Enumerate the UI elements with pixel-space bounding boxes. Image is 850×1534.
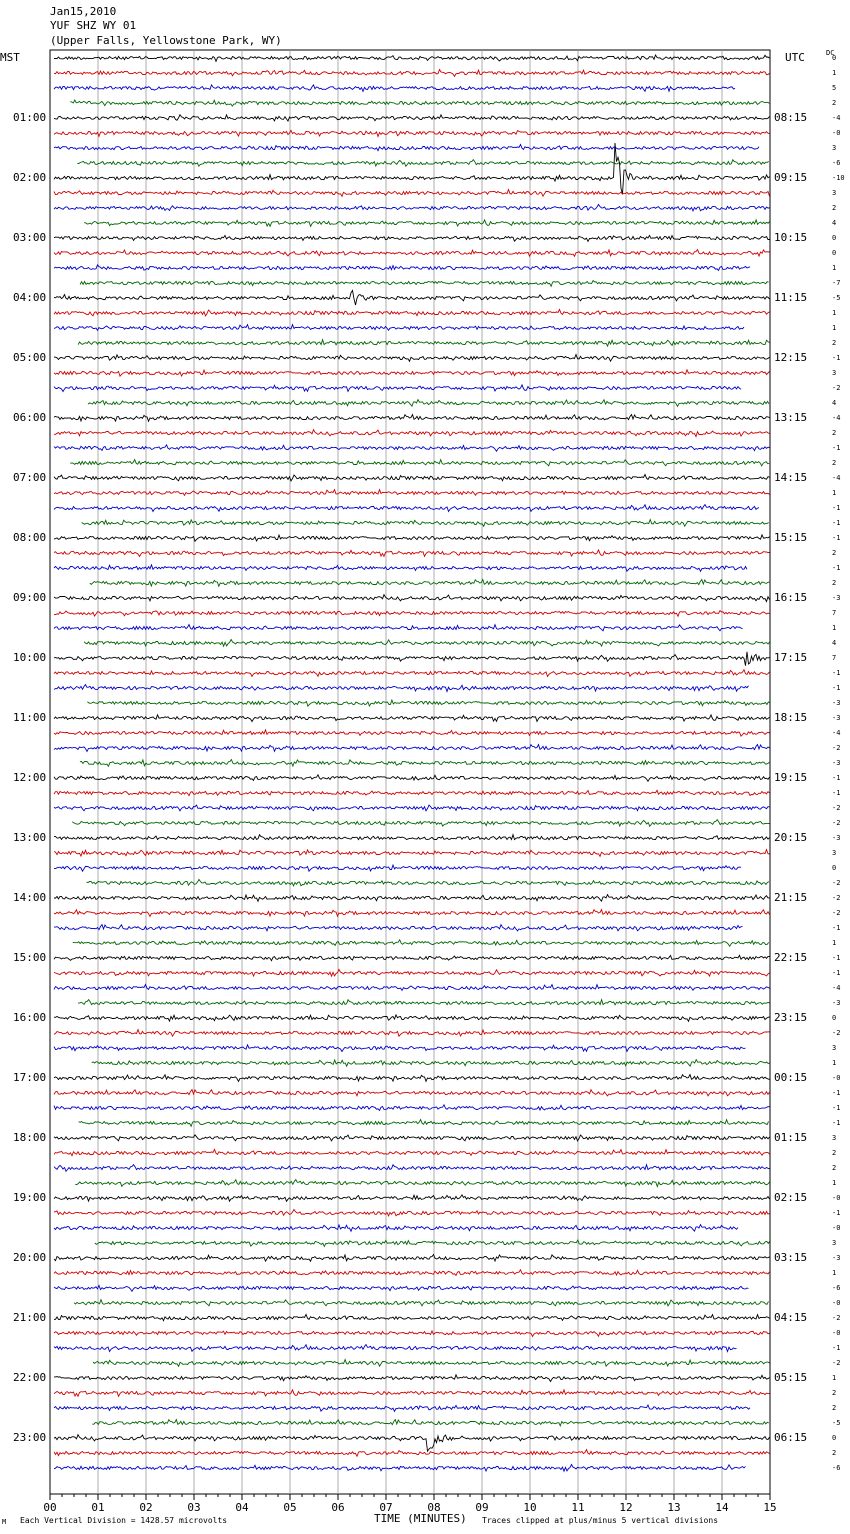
dc-offset-value: 2 — [832, 99, 837, 107]
x-tick-label: 10 — [523, 1501, 537, 1514]
seismic-trace — [54, 670, 770, 677]
dc-offset-value: 1 — [832, 1374, 837, 1382]
dc-offset-value: 3 — [832, 369, 837, 377]
seismic-trace — [54, 505, 759, 512]
seismic-trace — [54, 1331, 770, 1337]
mst-hour-label: 19:00 — [13, 1191, 47, 1204]
seismic-trace — [54, 445, 770, 452]
x-tick-label: 05 — [283, 1501, 297, 1514]
dc-offset-value: -10 — [832, 174, 845, 182]
seismic-trace — [54, 325, 744, 331]
seismic-trace — [54, 291, 770, 306]
seismic-trace — [54, 1255, 770, 1262]
dc-offset-value: -2 — [832, 879, 841, 887]
dc-offset-value: 2 — [832, 204, 837, 212]
dc-offset-value: -0 — [832, 1299, 841, 1307]
dc-offset-value: -3 — [832, 594, 841, 602]
seismic-trace — [54, 835, 770, 840]
seismic-trace — [54, 850, 770, 857]
dc-offset-value: -2 — [832, 804, 841, 812]
seismic-trace — [54, 715, 770, 722]
dc-offset-value: -2 — [832, 909, 841, 917]
utc-hour-label: 04:15 — [774, 1311, 808, 1324]
dc-offset-value: 2 — [832, 429, 837, 437]
utc-hour-label: 08:15 — [774, 111, 808, 124]
utc-hour-label: 19:15 — [774, 771, 808, 784]
mst-hour-label: 10:00 — [13, 651, 47, 664]
seismic-trace — [70, 460, 769, 466]
seismic-trace — [54, 55, 770, 61]
seismic-trace — [54, 1286, 749, 1292]
x-tick-label: 11 — [571, 1501, 585, 1514]
seismic-trace — [54, 1225, 738, 1232]
seismic-trace — [54, 1345, 737, 1352]
utc-hour-label: 14:15 — [774, 471, 808, 484]
seismic-trace — [87, 880, 770, 886]
seismic-trace — [54, 925, 743, 931]
mst-hour-label: 17:00 — [13, 1071, 47, 1084]
seismic-trace — [73, 940, 769, 947]
x-tick-label: 12 — [619, 1501, 633, 1514]
dc-offset-value: -1 — [832, 969, 841, 977]
dc-offset-value: 7 — [832, 609, 837, 617]
seismic-trace — [54, 1435, 770, 1452]
station-id: YUF SHZ WY 01 — [50, 19, 137, 32]
dc-offset-value: -4 — [832, 984, 841, 992]
dc-offset-value: -5 — [832, 294, 841, 302]
x-tick-label: 03 — [187, 1501, 201, 1514]
seismic-trace — [77, 160, 769, 167]
dc-offset-value: -1 — [832, 1209, 841, 1217]
seismic-trace — [54, 250, 770, 257]
right-timezone-label: UTC — [785, 51, 805, 64]
seismic-trace — [82, 520, 769, 527]
seismic-trace — [54, 595, 770, 602]
utc-hour-label: 00:15 — [774, 1071, 808, 1084]
dc-offset-header: DC — [826, 49, 835, 57]
dc-offset-value: -6 — [832, 1464, 841, 1472]
mst-hour-label: 13:00 — [13, 831, 47, 844]
seismic-trace — [92, 1060, 770, 1067]
seismic-trace — [54, 955, 770, 960]
utc-hour-label: 23:15 — [774, 1011, 808, 1024]
dc-offset-value: -0 — [832, 1329, 841, 1337]
dc-offset-value: -4 — [832, 729, 841, 737]
seismic-trace — [54, 865, 741, 871]
seismic-trace — [54, 1450, 770, 1457]
dc-offset-value: -1 — [832, 1104, 841, 1112]
dc-offset-value: -1 — [832, 519, 841, 527]
seismic-trace — [54, 730, 770, 736]
seismic-trace — [54, 430, 770, 437]
mst-hour-label: 11:00 — [13, 711, 47, 724]
seismic-trace — [54, 625, 743, 631]
seismic-trace — [54, 565, 747, 572]
seismic-trace — [78, 1000, 770, 1005]
dc-offset-value: -2 — [832, 819, 841, 827]
dc-offset-value: 2 — [832, 1164, 837, 1172]
seismic-trace — [75, 1180, 770, 1187]
seismic-trace — [54, 985, 770, 991]
dc-offset-value: 4 — [832, 399, 837, 407]
mst-hour-label: 22:00 — [13, 1371, 47, 1384]
seismic-trace — [54, 1015, 770, 1021]
dc-offset-value: -1 — [832, 534, 841, 542]
utc-hour-label: 05:15 — [774, 1371, 808, 1384]
record-date: Jan15,2010 — [50, 5, 117, 18]
seismic-trace — [54, 143, 770, 194]
seismic-trace — [84, 640, 770, 647]
dc-offset-value: 1 — [832, 69, 837, 77]
x-tick-label: 02 — [139, 1501, 153, 1514]
dc-offset-value: 2 — [832, 459, 837, 467]
dc-offset-value: -1 — [832, 504, 841, 512]
dc-offset-value: -0 — [832, 1194, 841, 1202]
dc-offset-value: 2 — [832, 1389, 837, 1397]
dc-offset-value: -3 — [832, 834, 841, 842]
seismic-trace — [54, 1105, 770, 1111]
dc-offset-value: -1 — [832, 564, 841, 572]
seismic-trace — [54, 652, 770, 666]
dc-offset-value: 1 — [832, 489, 837, 497]
seismic-trace — [54, 1270, 770, 1276]
seismic-trace — [54, 85, 735, 92]
seismic-trace — [54, 205, 770, 211]
dc-offset-value: 3 — [832, 144, 837, 152]
seismic-trace — [54, 745, 770, 752]
utc-hour-label: 03:15 — [774, 1251, 808, 1264]
seismic-trace — [54, 1195, 770, 1201]
seismic-trace — [54, 611, 770, 617]
x-tick-label: 00 — [43, 1501, 57, 1514]
dc-offset-value: -2 — [832, 384, 841, 392]
seismic-trace — [80, 281, 769, 287]
dc-offset-value: -3 — [832, 1254, 841, 1262]
utc-hour-label: 12:15 — [774, 351, 808, 364]
left-timezone-label: MST — [0, 51, 20, 64]
seismic-trace — [54, 310, 770, 316]
seismic-trace — [87, 700, 770, 706]
seismic-trace — [54, 1030, 770, 1037]
x-axis-title: TIME (MINUTES) — [374, 1512, 467, 1525]
seismic-trace — [54, 385, 741, 392]
x-tick-label: 01 — [91, 1501, 105, 1514]
dc-offset-value: -4 — [832, 414, 841, 422]
seismic-trace — [74, 1300, 769, 1306]
dc-offset-value: 4 — [832, 639, 837, 647]
dc-offset-value: -2 — [832, 1314, 841, 1322]
dc-offset-value: -2 — [832, 1359, 841, 1367]
dc-offset-value: -4 — [832, 114, 841, 122]
seismic-trace — [54, 970, 770, 977]
seismic-trace — [54, 1090, 770, 1096]
seismic-trace — [54, 1375, 770, 1382]
seismic-trace — [54, 1315, 770, 1321]
seismic-trace — [54, 355, 770, 362]
dc-offset-value: -0 — [832, 1074, 841, 1082]
seismic-trace — [54, 70, 770, 77]
dc-offset-value: 2 — [832, 1149, 837, 1157]
mst-hour-label: 16:00 — [13, 1011, 47, 1024]
dc-offset-value: 3 — [832, 1134, 837, 1142]
dc-offset-value: 1 — [832, 1269, 837, 1277]
mst-hour-label: 08:00 — [13, 531, 47, 544]
utc-hour-label: 21:15 — [774, 891, 808, 904]
seismic-trace — [84, 220, 770, 227]
utc-hour-label: 17:15 — [774, 651, 808, 664]
dc-offset-value: -6 — [832, 159, 841, 167]
mst-hour-label: 23:00 — [13, 1431, 47, 1444]
dc-offset-value: -1 — [832, 1344, 841, 1352]
seismic-trace — [54, 415, 770, 422]
dc-offset-value: -2 — [832, 744, 841, 752]
dc-offset-value: -3 — [832, 999, 841, 1007]
dc-offset-value: 2 — [832, 1449, 837, 1457]
utc-hour-label: 11:15 — [774, 291, 808, 304]
mst-hour-label: 15:00 — [13, 951, 47, 964]
x-tick-label: 06 — [331, 1501, 345, 1514]
dc-offset-value: 4 — [832, 219, 837, 227]
dc-offset-value: -4 — [832, 474, 841, 482]
mst-hour-label: 03:00 — [13, 231, 47, 244]
mst-hour-label: 01:00 — [13, 111, 47, 124]
dc-offset-value: 3 — [832, 849, 837, 857]
seismic-trace — [80, 760, 770, 767]
seismic-trace — [54, 535, 770, 541]
seismic-trace — [54, 1465, 746, 1472]
dc-offset-value: 2 — [832, 549, 837, 557]
mst-hour-label: 02:00 — [13, 171, 47, 184]
seismic-trace — [54, 131, 770, 137]
dc-offset-value: -1 — [832, 789, 841, 797]
seismic-trace — [54, 805, 770, 811]
station-location: (Upper Falls, Yellowstone Park, WY) — [50, 34, 282, 47]
dc-offset-value: -1 — [832, 354, 841, 362]
seismic-trace — [90, 580, 770, 587]
seismic-trace — [54, 1045, 746, 1052]
x-tick-label: 08 — [427, 1501, 441, 1514]
seismic-trace — [54, 190, 770, 197]
dc-offset-value: -1 — [832, 1119, 841, 1127]
dc-offset-value: -1 — [832, 669, 841, 677]
seismic-trace — [79, 1120, 769, 1127]
seismic-trace — [54, 790, 770, 795]
x-tick-label: 09 — [475, 1501, 489, 1514]
mst-hour-label: 06:00 — [13, 411, 47, 424]
dc-offset-value: 1 — [832, 309, 837, 317]
dc-offset-value: 2 — [832, 339, 837, 347]
dc-offset-value: -3 — [832, 699, 841, 707]
dc-offset-value: 0 — [832, 1014, 837, 1022]
seismic-trace — [70, 100, 769, 106]
dc-offset-value: 7 — [832, 654, 837, 662]
seismic-trace — [54, 1390, 770, 1397]
dc-offset-value: 3 — [832, 1239, 837, 1247]
x-tick-label: 07 — [379, 1501, 393, 1514]
clip-note: Traces clipped at plus/minus 5 vertical divisions — [482, 1516, 719, 1525]
dc-offset-value: 1 — [832, 264, 837, 272]
seismic-trace — [54, 685, 749, 692]
dc-offset-value: -1 — [832, 1089, 841, 1097]
dc-offset-value: -1 — [832, 924, 841, 932]
dc-offset-value: -1 — [832, 774, 841, 782]
utc-hour-label: 18:15 — [774, 711, 808, 724]
utc-hour-label: 01:15 — [774, 1131, 808, 1144]
seismic-trace — [54, 145, 759, 151]
seismic-trace — [54, 235, 770, 241]
seismic-trace — [54, 490, 770, 496]
mst-hour-label: 09:00 — [13, 591, 47, 604]
utc-hour-label: 15:15 — [774, 531, 808, 544]
dc-offset-value: 1 — [832, 1179, 837, 1187]
mst-hour-label: 20:00 — [13, 1251, 47, 1264]
utc-hour-label: 09:15 — [774, 171, 808, 184]
corner-mark: M — [2, 1518, 7, 1526]
seismic-trace — [54, 1135, 770, 1141]
dc-offset-value: 0 — [832, 234, 837, 242]
dc-offset-value: 0 — [832, 1434, 837, 1442]
mst-hour-label: 05:00 — [13, 351, 47, 364]
seismic-trace — [54, 910, 770, 917]
mst-hour-label: 21:00 — [13, 1311, 47, 1324]
dc-offset-value: 3 — [832, 1044, 837, 1052]
seismic-trace — [54, 475, 770, 481]
utc-hour-label: 20:15 — [774, 831, 808, 844]
utc-hour-label: 06:15 — [774, 1431, 808, 1444]
dc-offset-value: 2 — [832, 1404, 837, 1412]
seismic-trace — [54, 1165, 770, 1172]
dc-offset-value: -1 — [832, 954, 841, 962]
dc-offset-value: 1 — [832, 939, 837, 947]
seismic-trace — [54, 370, 770, 376]
seismic-trace — [95, 1240, 770, 1246]
dc-offset-value: -3 — [832, 759, 841, 767]
dc-offset-value: -2 — [832, 894, 841, 902]
dc-offset-value: -6 — [832, 1284, 841, 1292]
seismic-trace — [54, 1150, 770, 1156]
x-tick-label: 15 — [763, 1501, 777, 1514]
dc-offset-value: 1 — [832, 1059, 837, 1067]
dc-offset-value: 3 — [832, 189, 837, 197]
dc-offset-value: -0 — [832, 129, 841, 137]
seismic-trace — [72, 820, 770, 827]
plot-frame — [50, 50, 770, 1494]
seismic-trace — [54, 265, 750, 271]
dc-offset-value: -7 — [832, 279, 841, 287]
dc-offset-value: 1 — [832, 324, 837, 332]
seismic-trace — [54, 775, 770, 782]
x-tick-label: 14 — [715, 1501, 729, 1514]
mst-hour-label: 12:00 — [13, 771, 47, 784]
x-tick-label: 04 — [235, 1501, 249, 1514]
dc-offset-value: 0 — [832, 864, 837, 872]
mst-hour-label: 14:00 — [13, 891, 47, 904]
dc-offset-value: -2 — [832, 1029, 841, 1037]
seismic-trace — [54, 1210, 770, 1216]
x-tick-label: 13 — [667, 1501, 681, 1514]
utc-hour-label: 16:15 — [774, 591, 808, 604]
mst-hour-label: 04:00 — [13, 291, 47, 304]
mst-hour-label: 18:00 — [13, 1131, 47, 1144]
dc-offset-value: -5 — [832, 1419, 841, 1427]
seismic-trace — [54, 1075, 770, 1082]
scale-note: Each Vertical Division = 1428.57 microvolts — [20, 1516, 228, 1525]
utc-hour-label: 13:15 — [774, 411, 808, 424]
dc-offset-value: 2 — [832, 579, 837, 587]
seismic-trace — [54, 550, 770, 557]
dc-offset-value: -0 — [832, 1224, 841, 1232]
seismic-trace — [54, 115, 770, 121]
seismic-trace — [78, 340, 770, 346]
dc-offset-value: 0 — [832, 54, 837, 62]
seismic-trace — [54, 895, 770, 902]
dc-offset-value: -3 — [832, 714, 841, 722]
dc-offset-value: 1 — [832, 624, 837, 632]
utc-hour-label: 10:15 — [774, 231, 808, 244]
seismic-trace — [54, 1405, 750, 1411]
utc-hour-label: 22:15 — [774, 951, 808, 964]
dc-offset-value: -1 — [832, 684, 841, 692]
dc-offset-value: 0 — [832, 249, 837, 257]
dc-offset-value: 5 — [832, 84, 837, 92]
seismic-trace — [93, 1360, 770, 1367]
mst-hour-label: 07:00 — [13, 471, 47, 484]
seismic-trace — [88, 400, 769, 407]
dc-offset-value: -1 — [832, 444, 841, 452]
utc-hour-label: 02:15 — [774, 1191, 808, 1204]
